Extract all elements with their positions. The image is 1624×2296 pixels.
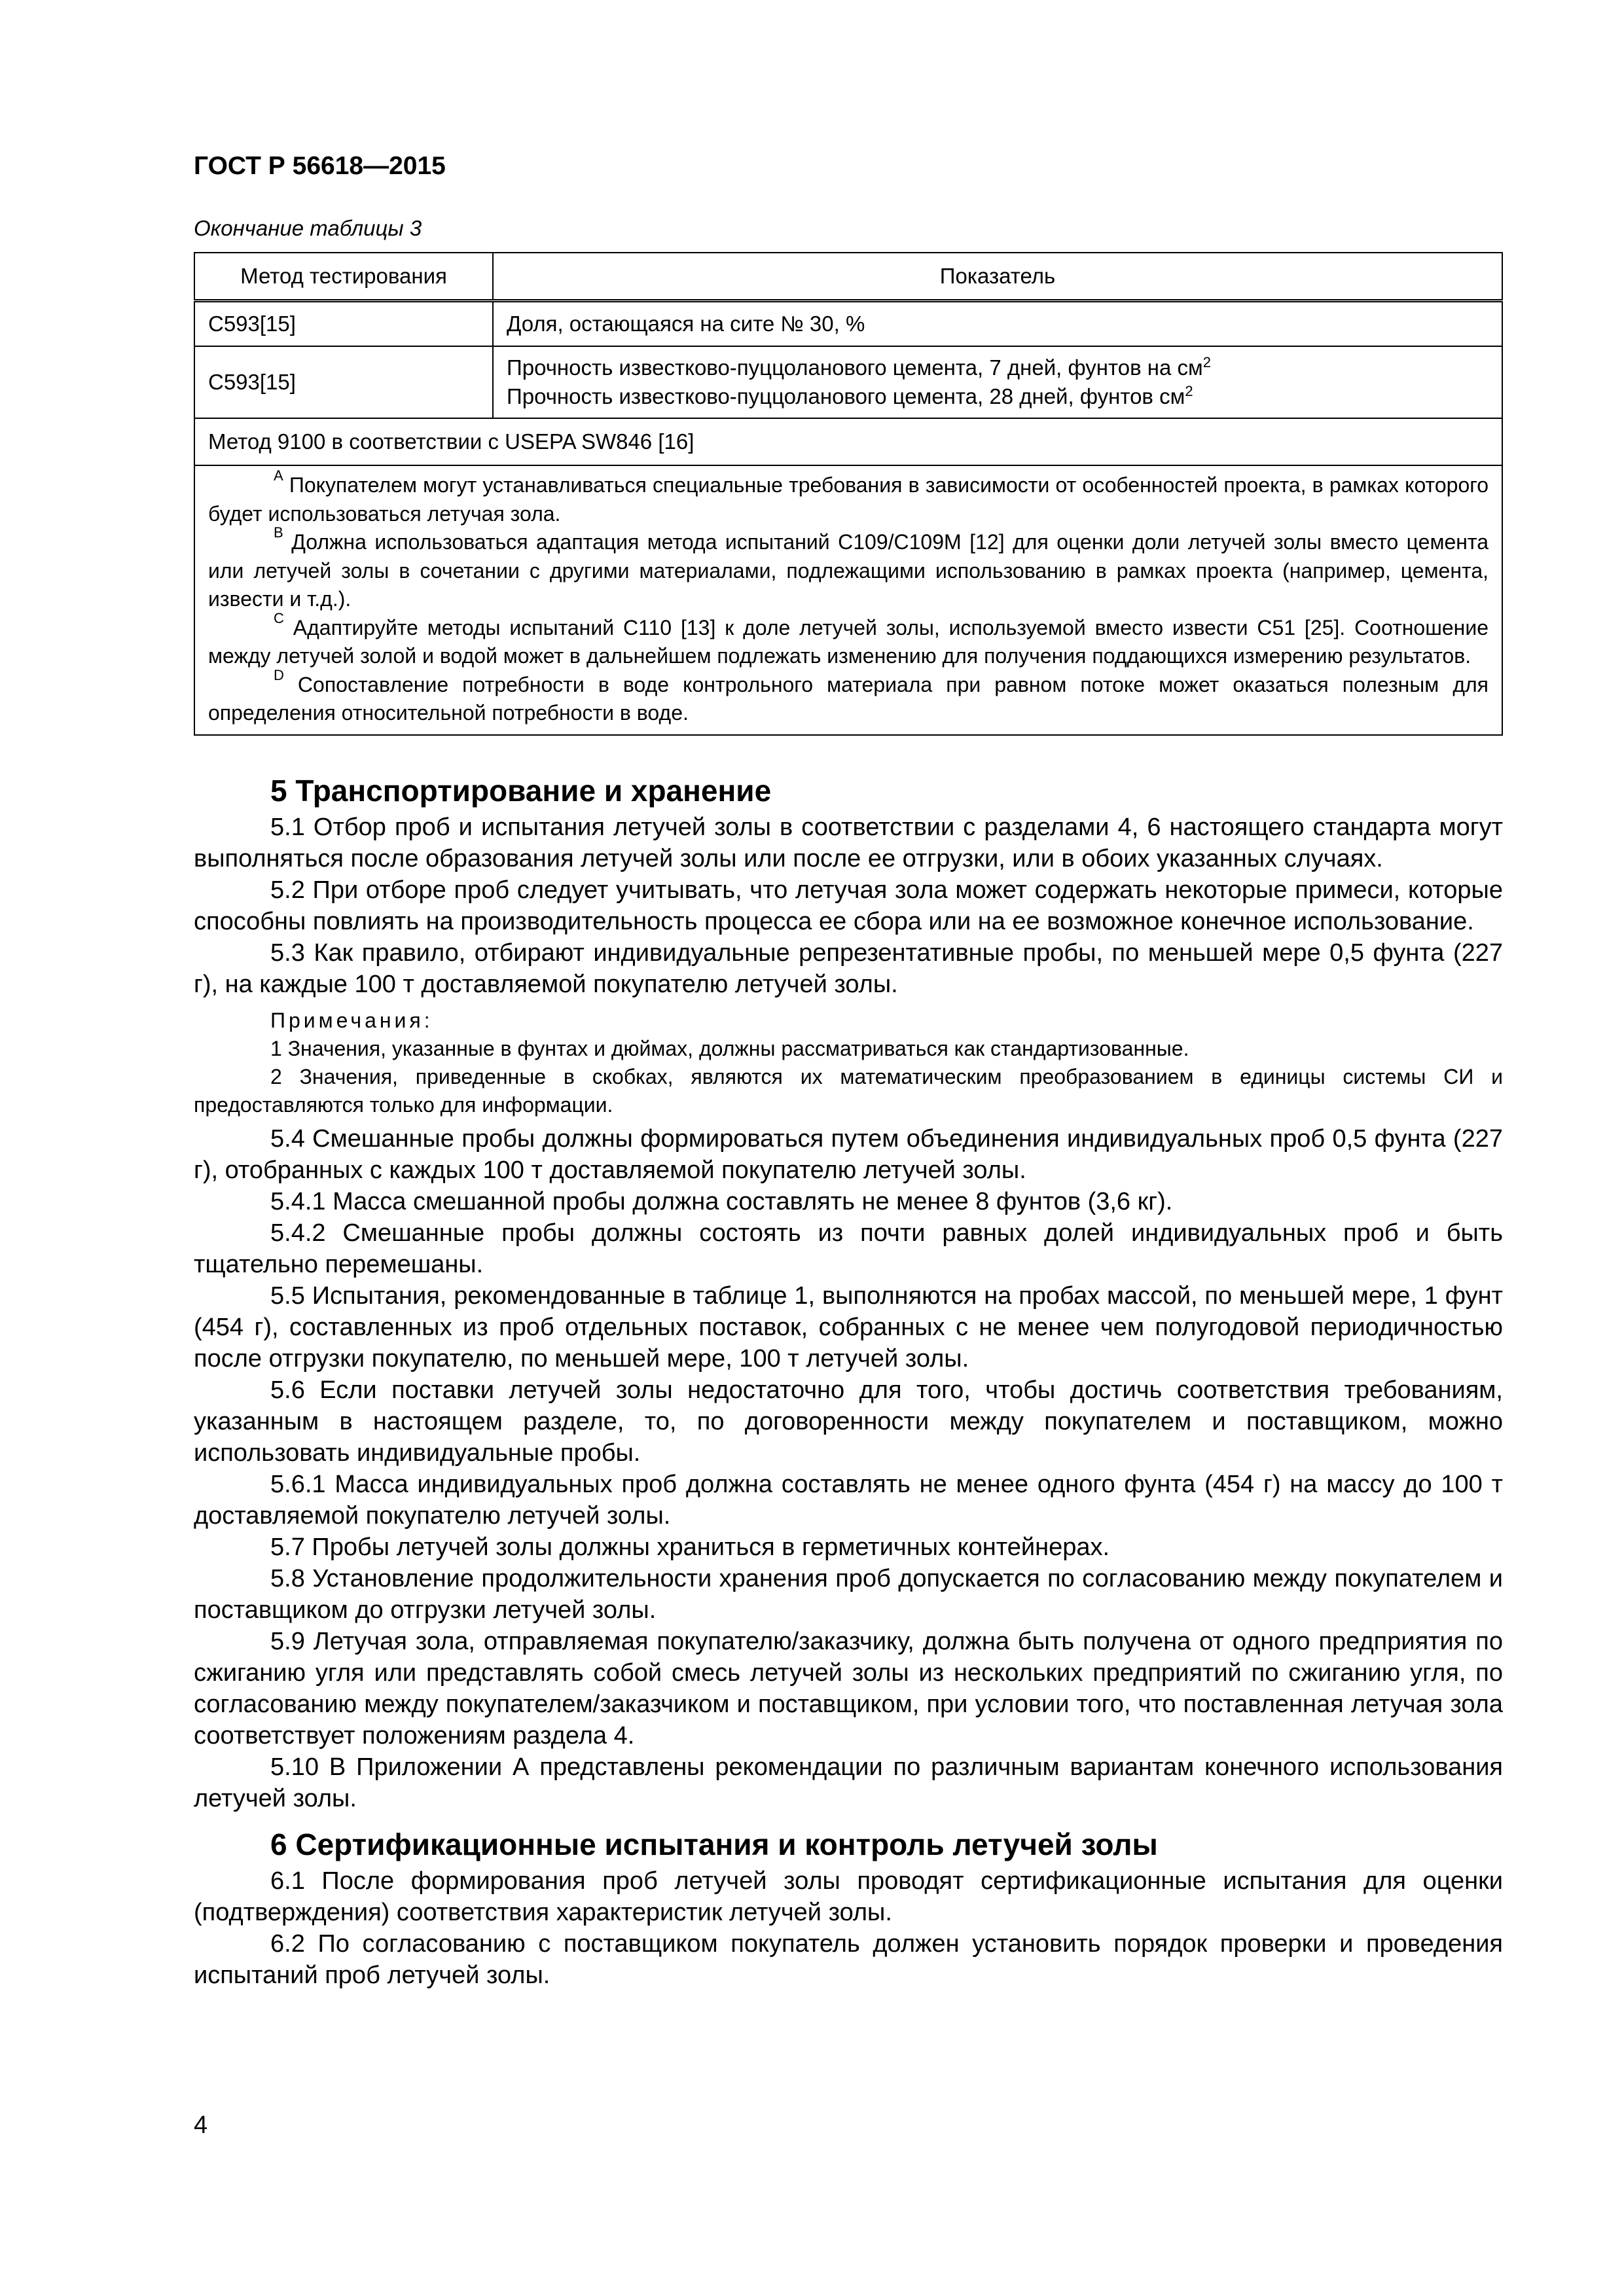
cell-indicator: Доля, остающаяся на сите № 30, % [493, 301, 1502, 347]
paragraph: 5.6 Если поставки летучей золы недостаточно для того, чтобы достичь соответствия требованиям, указанным в настоящем разделе, то, по договоренности между покупателем и поставщиком, можно использовать индивидуальные пробы. [194, 1376, 1503, 1467]
footnote: $^A$ Покупателем могут устанавливаться специальные требования в зависимости от особенностей проекта, в рамках которого будет использоваться летучая зола. [208, 467, 1489, 526]
section-5-title: 5 Транспортирование и хранение [270, 774, 772, 808]
col-header-method: Метод тестирования [194, 253, 493, 301]
paragraph: 5.9 Летучая зола, отправляемая покупателю/заказчику, должна быть получена от одного предприятия по сжиганию угля или представлять собой смесь летучей золы из нескольких предприятий по сжиганию угля, по согласованию между покупателем/заказчиком и поставщиком, при условии того, что поставленная летучая зола соответствует положениям раздела 4. [194, 1628, 1503, 1749]
paragraph: 5.4.1 Масса смешанной пробы должна составлять не менее 8 фунтов (3,6 кг). [270, 1188, 1173, 1215]
note-item: 1 Значения, указанные в фунтах и дюймах, должны рассматриваться как стандартизованные. [270, 1037, 1189, 1060]
superscript-square: 2 [1185, 383, 1193, 399]
footnote: $^B$ Должна использоваться адаптация метода испытаний C109/C109M [12] для оценки доли летучей золы вместо цемента или летучей золы в сочетании с другими материалами, подлежащими использованию в рамках проекта (например, цемента, извести и т.д.). [208, 524, 1489, 611]
notes-block [194, 1007, 1503, 1119]
table-caption: Окончание таблицы 3 [194, 216, 422, 240]
note-item: 2 Значения, приведенные в скобках, являются их математическим преобразованием в единицы системы СИ и предоставляются только для информации. [194, 1065, 1503, 1117]
table-row [194, 418, 1502, 465]
document-header: ГОСТ Р 56618—2015 [194, 152, 446, 180]
footnote: $^D$ Сопоставление потребности в воде контрольного материала при равном потоке может оказаться полезным для определения относительной потребности в воде. [208, 666, 1489, 725]
paragraph: 5.10 В Приложении А представлены рекомендации по различным вариантам конечного использования летучей золы. [194, 1753, 1503, 1812]
paragraph: 5.4 Смешанные пробы должны формироваться путем объединения индивидуальных проб 0,5 фунта (227 г), отобранных с каждых 100 т доставляемой покупателю летучей золы. [194, 1125, 1503, 1184]
paragraph: 5.8 Установление продолжительности хранения проб допускается по согласованию между покупателем и поставщиком до отгрузки летучей золы. [194, 1565, 1503, 1624]
paragraph: 5.2 При отборе проб следует учитывать, что летучая зола может содержать некоторые примеси, которые способны повлиять на производительность процесса ее сбора или на ее возможное конечное использование. [194, 876, 1503, 935]
notes-title: Примечания: [270, 1009, 433, 1032]
table-header-row [194, 253, 1502, 301]
cell-method-span: Метод 9100 в соответствии с USEPA SW846 [16] [194, 418, 1502, 465]
indicator-line: Прочность известково-пуццоланового цемента, 28 дней, фунтов $см^2$ [507, 383, 1193, 408]
table-footnotes [194, 465, 1502, 735]
page-number: 4 [194, 2111, 208, 2139]
paragraph: 6.1 После формирования проб летучей золы проводят сертификационные испытания для оценки (подтверждения) соответствия характеристик летучей золы. [194, 1867, 1503, 1926]
paragraph: 6.2 По согласованию с поставщиком покупатель должен установить порядок проверки и проведения испытаний проб летучей золы. [194, 1930, 1503, 1989]
cell-method: C593[15] [194, 346, 493, 418]
cell-method: C593[15] [194, 301, 493, 347]
paragraph: 5.7 Пробы летучей золы должны храниться в герметичных контейнерах. [270, 1534, 1110, 1561]
col-header-indicator: Показатель [493, 253, 1502, 301]
paragraph: 5.6.1 Масса индивидуальных проб должна составлять не менее одного фунта (454 г) на массу до 100 т доставляемой покупателю летучей золы. [194, 1471, 1503, 1530]
paragraph: 5.3 Как правило, отбирают индивидуальные репрезентативные пробы, по меньшей мере 0,5 фунта (227 г), на каждые 100 т доставляемой покупателю летучей золы. [194, 939, 1503, 998]
document-body [194, 770, 1503, 1991]
cell-indicator [493, 346, 1502, 418]
indicator-line: Прочность известково-пуццоланового цемента, 7 дней, фунтов на $см^2$ [507, 354, 1211, 380]
table-footnotes-row [194, 465, 1502, 735]
superscript-square: 2 [1202, 354, 1211, 370]
table-row [194, 301, 1502, 347]
paragraph: 5.5 Испытания, рекомендованные в таблице 1, выполняются на пробах массой, по меньшей мере, 1 фунт (454 г), составленных из проб отдельных поставок, собранных с не менее чем полугодовой периодичностью после отгрузки покупателю, по меньшей мере, 100 т летучей золы. [194, 1282, 1503, 1372]
table-row [194, 346, 1502, 418]
footnote: $^C$ Адаптируйте методы испытаний C110 [13] к доле летучей золы, используемой вместо извести C51 [25]. Соотношение между летучей золой и водой может в дальнейшем подлежать изменению для получения поддающихся измерению результатов. [208, 609, 1489, 668]
paragraph: 5.1 Отбор проб и испытания летучей золы в соответствии с разделами 4, 6 настоящего стандарта могут выполняться после образования летучей золы или после ее отгрузки, или в обоих указанных случаях. [194, 814, 1503, 872]
paragraph: 5.4.2 Смешанные пробы должны состоять из почти равных долей индивидуальных проб и быть тщательно перемешаны. [194, 1219, 1503, 1278]
section-6-title: 6 Сертификационные испытания и контроль летучей золы [270, 1827, 1158, 1861]
table-3-continuation [194, 252, 1503, 736]
